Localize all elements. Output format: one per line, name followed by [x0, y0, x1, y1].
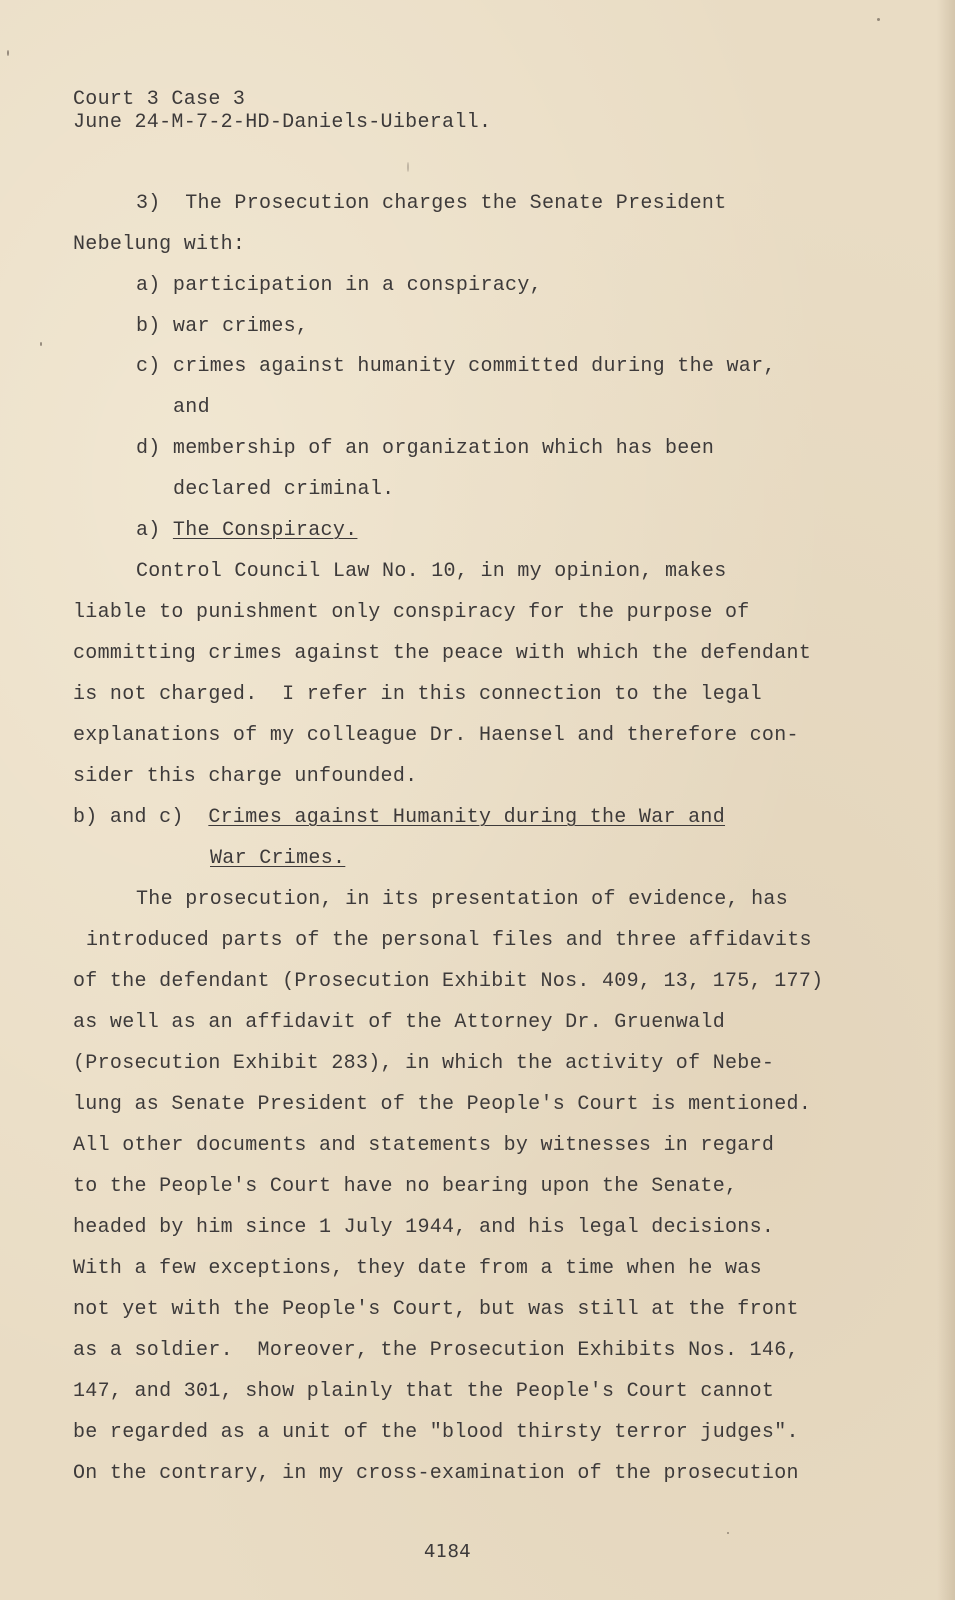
paragraph-line: On the contrary, in my cross-examination of the prosecution: [73, 1462, 799, 1485]
header-date-code: June 24-M-7-2-HD-Daniels-Uiberall.: [73, 111, 492, 134]
charge-item-c: c) crimes against humanity committed during the war,: [136, 355, 776, 378]
paragraph-line: 147, and 301, show plainly that the People's Court cannot: [73, 1380, 775, 1403]
header-court-case: Court 3 Case 3: [73, 88, 246, 111]
section-prefix: a): [136, 519, 173, 542]
section-title: Crimes against Humanity during the War and: [208, 806, 726, 829]
paragraph-line: committing crimes against the peace with which the defendant: [73, 642, 812, 665]
paper-speck: [877, 18, 880, 21]
paragraph-line: of the defendant (Prosecution Exhibit Nos. 409, 13, 175, 177): [73, 970, 824, 993]
paper-speck: [407, 162, 409, 172]
paragraph-line: introduced parts of the personal files and three affidavits: [86, 929, 812, 952]
charge-item-d: d) membership of an organization which has been: [136, 437, 715, 460]
paragraph-line: All other documents and statements by witnesses in regard: [73, 1134, 775, 1157]
paragraph-line: to the People's Court have no bearing upon the Senate,: [73, 1175, 738, 1198]
charge-item-d-cont: declared criminal.: [173, 478, 395, 501]
paragraph-line: not yet with the People's Court, but was still at the front: [73, 1298, 799, 1321]
charge-item-c-cont: and: [173, 396, 210, 419]
paragraph-line: The prosecution, in its presentation of evidence, has: [136, 888, 789, 911]
section-heading-conspiracy: [136, 519, 357, 543]
paragraph-line: explanations of my colleague Dr. Haensel and therefore con-: [73, 724, 799, 747]
section-title: The Conspiracy.: [172, 519, 358, 542]
paper-speck: [40, 342, 42, 346]
paragraph-line: sider this charge unfounded.: [73, 765, 418, 788]
paper-edge-shadow: [937, 0, 955, 1600]
charge-item-b: b) war crimes,: [136, 315, 309, 338]
charge-item-a: a) participation in a conspiracy,: [136, 274, 542, 297]
paragraph-line: 3) The Prosecution charges the Senate President: [136, 192, 727, 215]
paragraph-line: (Prosecution Exhibit 283), in which the activity of Nebe-: [73, 1052, 775, 1075]
paragraph-line: as a soldier. Moreover, the Prosecution Exhibits Nos. 146,: [73, 1339, 799, 1362]
paragraph-line: as well as an affidavit of the Attorney Dr. Gruenwald: [73, 1011, 726, 1034]
paragraph-line: lung as Senate President of the People's Court is mentioned.: [73, 1093, 812, 1116]
paragraph-line: liable to punishment only conspiracy for the purpose of: [73, 601, 750, 624]
paragraph-line: Nebelung with:: [73, 233, 246, 256]
section-prefix: b) and c): [73, 806, 209, 829]
paper-speck: [727, 1532, 729, 1534]
paper-speck: [7, 50, 9, 56]
paragraph-line: Control Council Law No. 10, in my opinion, makes: [136, 560, 727, 583]
section-title-cont: War Crimes.: [210, 847, 346, 870]
paragraph-line: With a few exceptions, they date from a time when he was: [73, 1257, 762, 1280]
section-heading-crimes: [73, 806, 725, 830]
paragraph-line: is not charged. I refer in this connection to the legal: [73, 683, 762, 706]
page-number: 4184: [424, 1541, 472, 1562]
paragraph-line: headed by him since 1 July 1944, and his legal decisions.: [73, 1216, 775, 1239]
paragraph-line: be regarded as a unit of the "blood thirsty terror judges".: [73, 1421, 799, 1444]
